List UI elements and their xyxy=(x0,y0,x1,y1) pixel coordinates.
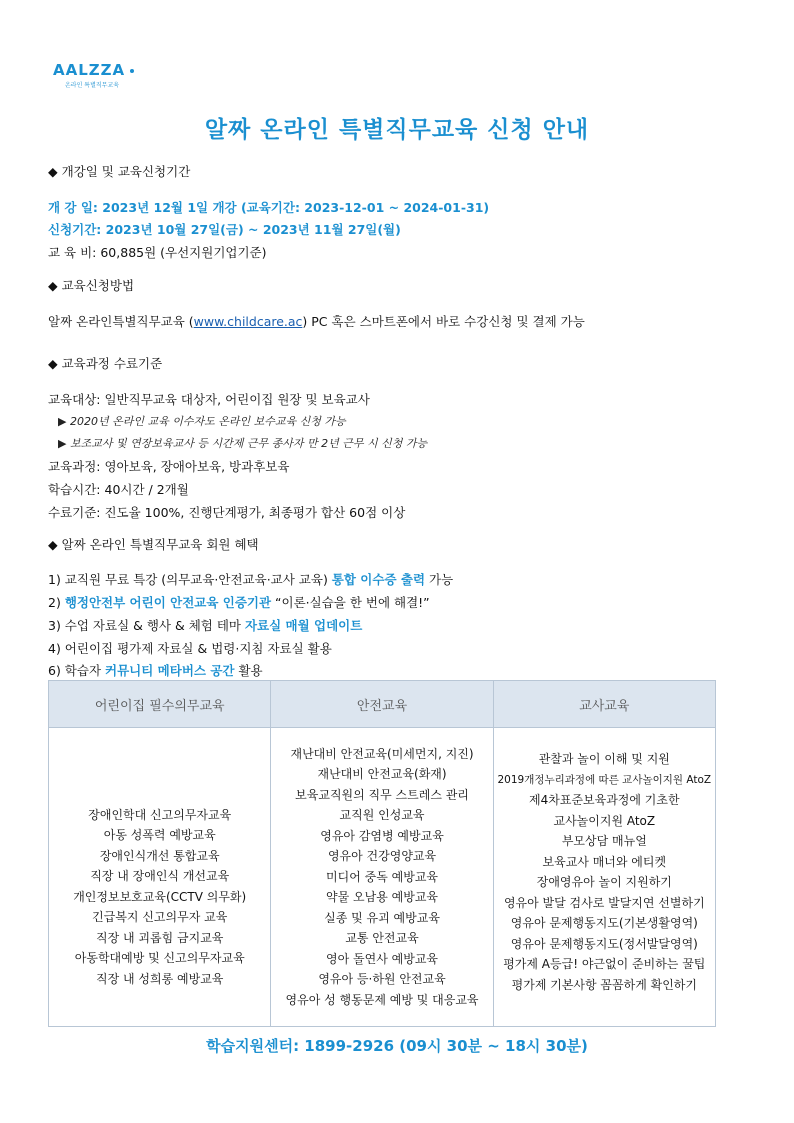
courses: 교육과정: 영아보육, 장애아보육, 방과후보육 xyxy=(48,459,290,474)
childcare-link[interactable]: www.childcare.ac xyxy=(193,314,303,329)
course-item: 미디어 중독 예방교육 xyxy=(326,869,439,884)
section-heading-schedule: ◆ 개강일 및 교육신청기간 xyxy=(48,164,191,179)
benefit-5-highlight: 커뮤니티 메타버스 공간 xyxy=(105,663,235,678)
benefit-2-pre: 2) xyxy=(48,595,65,610)
course-item: 약물 오남용 예방교육 xyxy=(326,890,439,905)
course-item: 재난대비 안전교육(미세먼지, 지진) xyxy=(290,746,474,761)
support-center: 학습지원센터: 1899-2926 (09시 30분 ~ 18시 30분) xyxy=(206,1037,588,1055)
logo-dot xyxy=(130,69,134,73)
benefit-1-pre: 1) 교직원 무료 특강 (의무교육·안전교육·교사 교육) xyxy=(48,572,332,587)
course-item: 제4차표준보육과정에 기초한 xyxy=(529,793,680,807)
benefit-1-highlight: 통합 이수증 출력 xyxy=(331,572,426,587)
course-item: 영유아 건강영양교육 xyxy=(327,849,437,864)
course-item: 재난대비 안전교육(화재) xyxy=(317,767,447,782)
logo-subtitle: 온라인 특별직무교육 xyxy=(65,82,120,89)
teacher-courses xyxy=(493,728,715,1027)
course-item: 직장 내 괴롭힘 금지교육 xyxy=(96,930,224,945)
course-item: 장애인식개선 통합교육 xyxy=(99,848,220,863)
course-item: 긴급복지 신고의무자 교육 xyxy=(92,910,228,925)
course-item: 영유아 감염병 예방교육 xyxy=(320,828,444,843)
page-title: 알짜 온라인 특별직무교육 신청 안내 xyxy=(204,117,590,143)
benefit-1 xyxy=(48,570,453,588)
benefit-1-post: 가능 xyxy=(425,572,454,587)
benefit-2-highlight: 행정안전부 어린이 안전교육 인증기관 xyxy=(64,595,272,610)
benefit-2-post: “이론·실습을 한 번에 해결!” xyxy=(271,595,430,610)
course-item: 장애인학대 신고의무자교육 xyxy=(88,807,232,822)
criteria: 수료기준: 진도율 100%, 진행단계평가, 최종평가 합산 60점 이상 xyxy=(48,505,406,520)
benefit-5-post: 활용 xyxy=(234,663,263,678)
section-heading-method: ◆ 교육신청방법 xyxy=(48,278,135,293)
course-item: 아동학대예방 및 신고의무자교육 xyxy=(74,951,245,966)
benefit-4: 4) 어린이집 평가제 자료실 & 법령·지침 자료실 활용 xyxy=(48,641,332,656)
course-table xyxy=(48,680,716,1027)
note-1: ▶ 2020년 온라인 교육 이수자도 온라인 보수교육 신청 가능 xyxy=(58,415,346,428)
target: 교육대상: 일반직무교육 대상자, 어린이집 원장 및 보육교사 xyxy=(48,392,370,407)
method-pre: 알짜 온라인특별직무교육 ( xyxy=(48,314,194,329)
course-item: 교직원 인성교육 xyxy=(339,808,425,823)
course-item: 평가제 기본사항 꼼꼼하게 확인하기 xyxy=(511,977,697,992)
logo xyxy=(53,60,134,89)
course-item: 실종 및 유괴 예방교육 xyxy=(324,910,440,925)
header-mandatory: 어린이집 필수의무교육 xyxy=(49,681,271,728)
course-item: 영유아 등·하원 안전교육 xyxy=(318,972,446,987)
benefit-3 xyxy=(48,616,362,634)
apply-period: 신청기간: 2023년 10월 27일(금) ~ 2023년 11월 27일(월) xyxy=(48,222,401,237)
course-item: 영유아 문제행동지도(기본생활영역) xyxy=(510,916,698,930)
course-item: 평가제 A등급! 야근없이 준비하는 꿀팁 xyxy=(503,957,706,971)
logo-wordmark: AALZZA xyxy=(53,61,126,79)
benefit-2 xyxy=(48,593,430,611)
course-item: 부모상담 매뉴얼 xyxy=(561,834,647,848)
safety-courses xyxy=(271,728,493,1027)
header-safety: 안전교육 xyxy=(271,681,493,728)
benefit-3-highlight: 자료실 매월 업데이트 xyxy=(244,618,363,633)
benefit-3-pre: 3) 수업 자료실 & 행사 & 체험 테마 xyxy=(48,618,245,633)
course-item: 장애영유아 놀이 지원하기 xyxy=(536,875,672,889)
benefit-5-pre: 6) 학습자 xyxy=(48,663,106,678)
benefit-5 xyxy=(48,661,263,679)
header-teacher: 교사교육 xyxy=(493,681,715,728)
course-item: 2019개정누리과정에 따른 교사놀이지원 AtoZ xyxy=(497,773,712,786)
section-heading-criteria: ◆ 교육과정 수료기준 xyxy=(48,356,163,371)
course-item: 개인정보보호교육(CCTV 의무화) xyxy=(73,889,247,904)
course-item: 교사놀이지원 AtoZ xyxy=(553,813,656,828)
course-item: 영유아 성 행동문제 예방 및 대응교육 xyxy=(285,992,479,1007)
course-item: 직장 내 장애인식 개선교육 xyxy=(90,869,230,884)
hours: 학습시간: 40시간 / 2개월 xyxy=(48,482,189,497)
start-date: 개 강 일: 2023년 12월 1일 개강 (교육기간: 2023-12-01 ~ 2024-01-31) xyxy=(48,200,490,215)
course-item: 아동 성폭력 예방교육 xyxy=(103,828,216,843)
course-item: 영아 돌연사 예방교육 xyxy=(326,951,439,966)
course-item: 보육교사 매너와 에티켓 xyxy=(542,854,667,869)
course-item: 관찰과 놀이 이해 및 지원 xyxy=(538,752,670,766)
section-heading-benefits: ◆ 알짜 온라인 특별직무교육 회원 혜택 xyxy=(48,537,259,552)
course-item: 보육교직원의 직무 스트레스 관리 xyxy=(295,787,469,802)
method-post: ) PC 혹은 스마트폰에서 바로 수강신청 및 결제 가능 xyxy=(302,314,585,329)
method-text xyxy=(48,312,585,330)
course-item: 직장 내 성희롱 예방교육 xyxy=(96,971,224,986)
course-item: 영유아 발달 검사로 발달지연 선별하기 xyxy=(503,895,705,910)
note-2: ▶ 보조교사 및 연장보육교사 등 시간제 근무 종사자 만 2년 근무 시 신청 가능 xyxy=(58,437,428,450)
course-item: 교통 안전교육 xyxy=(345,931,419,946)
course-item: 영유아 문제행동지도(정서발달영역) xyxy=(510,936,698,951)
mandatory-courses xyxy=(49,728,271,1027)
fee: 교 육 비: 60,885원 (우선지원기업기준) xyxy=(48,245,267,260)
